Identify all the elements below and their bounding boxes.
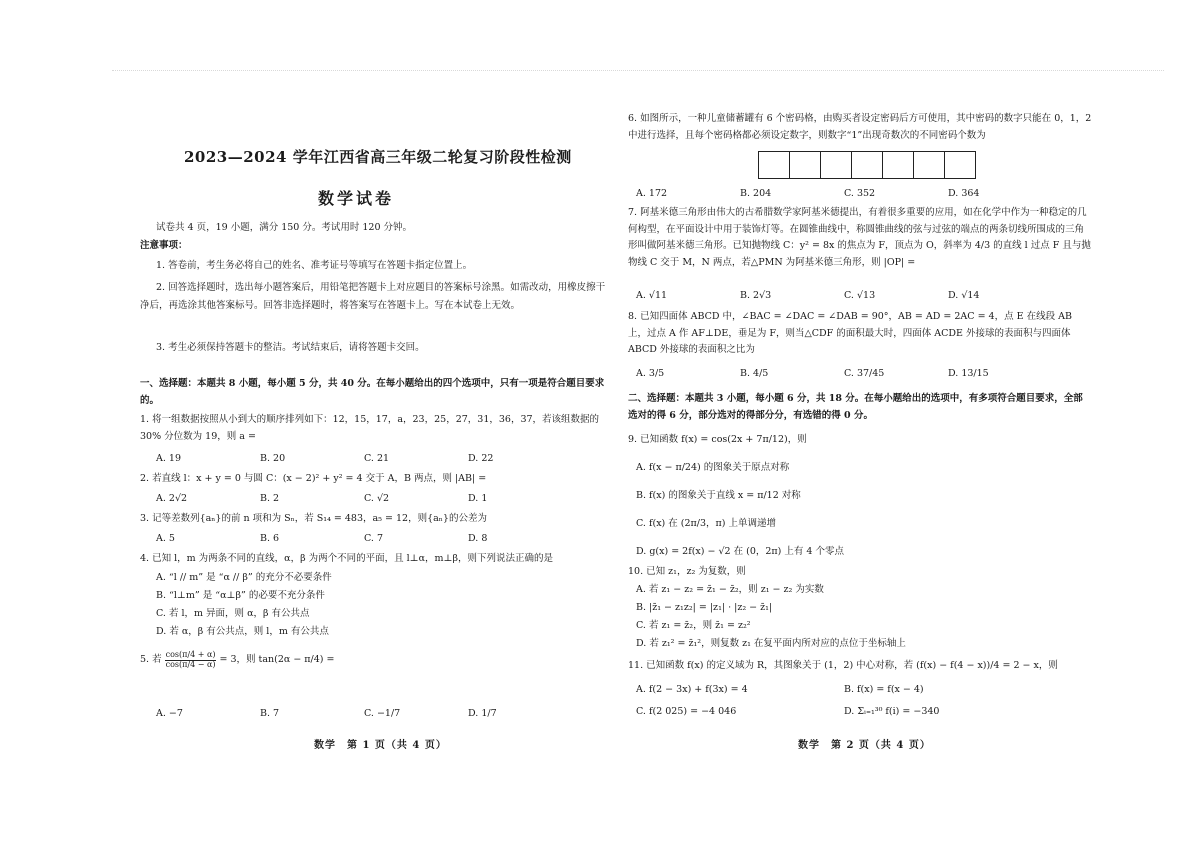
- q4-option-d: D. 若 α，β 有公共点，则 l，m 有公共点: [156, 626, 329, 637]
- q1-option-c: C. 21: [364, 453, 390, 464]
- q5-option-d: D. 1/7: [468, 708, 497, 719]
- q9-option-c: C. f(x) 在 (2π/3，π) 上单调递增: [636, 518, 777, 529]
- q2-options: [156, 492, 548, 506]
- password-box: [882, 151, 914, 179]
- q7-options: [636, 289, 1028, 303]
- q2-option-a: A. 2√2: [156, 493, 188, 504]
- exam-sheet: [112, 70, 1164, 801]
- q8-options: [636, 367, 1028, 381]
- question-1: 1. 将一组数据按照从小到大的顺序排列如下：12，15，17，a，23，25，27，31，36，37，若该组数据的 30% 分位数为 19，则 a =: [140, 414, 600, 442]
- question-7: 7. 阿基米德三角形由伟大的古希腊数学家阿基米德提出，有着很多重要的应用，如在化学中作为一种稳定的几何构型，在平面设计中用于装饰灯等。在圆锥曲线中，称圆锥曲线的弦与过弦的端点的两条切线所围成的三角形叫做阿基米德三角形。已知抛物线 C：y² = 8x 的焦点为 F，顶点为 O，斜率为 4/3 的直线 l 过点 F 且与抛物线 C 交于 M，N 两点，若△PMN 为阿基米德三角形，则 |OP| =: [628, 207, 1091, 268]
- q5-denominator: cos(π/4 − α): [165, 659, 216, 669]
- q9-option-d: D. g(x) = 2f(x) − √2 在 (0，2π) 上有 4 个零点: [636, 546, 844, 557]
- question-6: 6. 如图所示，一种儿童储蓄罐有 6 个密码格，由购买者设定密码后方可使用，其中密码的数字只能在 0，1，2 中进行选择，且每个密码格都必须设定数字，则数字“1”出现奇数次的不同密码个数为: [628, 113, 1092, 141]
- password-box: [789, 151, 821, 179]
- q5-options: [156, 707, 548, 721]
- question-10: 10. 已知 z₁，z₂ 为复数，则: [628, 566, 746, 577]
- question-2: 2. 若直线 l：x + y = 0 与圆 C：(x − 2)² + y² = 4 交于 A，B 两点，则 |AB| =: [140, 473, 487, 484]
- notes-heading: 注意事项：: [140, 240, 188, 251]
- question-5: [140, 651, 334, 670]
- q8-option-b: B. 4/5: [740, 368, 769, 379]
- question-3: 3. 记等差数列{aₙ}的前 n 项和为 Sₙ，若 S₁₄ = 483，a₅ = 12，则{aₙ}的公差为: [140, 513, 487, 524]
- q6-option-b: B. 204: [740, 188, 772, 199]
- q8-option-d: D. 13/15: [948, 368, 989, 379]
- question-8: 8. 已知四面体 ABCD 中，∠BAC = ∠DAC = ∠DAB = 90°，AB = AD = 2AC = 4，点 E 在线段 AB 上，过点 A 作 AF⊥DE，垂足为 F，则当△CDF 的面积最大时，四面体 ACDE 外接球的表面积与四面体 ABCD 外接球的表面积之比为: [628, 311, 1072, 356]
- q11-options-row1: [636, 683, 1044, 697]
- section-2-heading: 二、选择题：本题共 3 小题，每小题 6 分，共 18 分。在每小题给出的选项中，有多项符合题目要求，全部选对的得 6 分，部分选对的得部分分，有选错的得 0 分。: [628, 393, 1083, 421]
- q5-option-c: C. −1/7: [364, 708, 401, 719]
- q1-option-d: D. 22: [468, 453, 494, 464]
- q8-option-a: A. 3/5: [636, 368, 665, 379]
- q10-option-c: C. 若 z₁ = z̄₂，则 z̄₁ = z₂²: [636, 620, 751, 631]
- password-box: [944, 151, 976, 179]
- exam-title: 2023—2024 学年江西省高三年级二轮复习阶段性检测: [184, 148, 572, 166]
- question-11: 11. 已知函数 f(x) 的定义域为 R，其图象关于 (1，2) 中心对称，若 (f(x) − f(4 − x))/4 = 2 − x，则: [628, 660, 1058, 671]
- page-2: [628, 71, 1094, 801]
- page-1: [140, 71, 618, 801]
- q7-option-b: B. 2√3: [740, 290, 772, 301]
- q1-option-b: B. 20: [260, 453, 286, 464]
- q2-option-d: D. 1: [468, 493, 488, 504]
- q4-option-c: C. 若 l，m 异面，则 α，β 有公共点: [156, 608, 310, 619]
- q11-options-row2: [636, 705, 1044, 719]
- q11-option-d: D. Σᵢ₌₁³⁰ f(i) = −340: [844, 706, 940, 717]
- q1-option-a: A. 19: [156, 453, 181, 464]
- q9-option-b: B. f(x) 的图象关于直线 x = π/12 对称: [636, 490, 801, 501]
- note-3: 3. 考生必须保持答题卡的整洁。考试结束后，请将答题卡交回。: [156, 342, 425, 353]
- q5-prefix: 5. 若: [140, 654, 162, 666]
- q4-option-a: A. “l // m” 是 “α // β” 的充分不必要条件: [156, 572, 332, 583]
- page-1-footer: 数学 第 1 页（共 4 页）: [314, 740, 447, 751]
- q3-options: [156, 532, 548, 546]
- q2-option-b: B. 2: [260, 493, 280, 504]
- q5-fraction: [165, 651, 217, 670]
- q10-option-b: B. |z̄₁ − z₁z₂| = |z₁| · |z₂ − z̄₁|: [636, 602, 773, 613]
- section-1-heading: 一、选择题：本题共 8 小题，每小题 5 分，共 40 分。在每小题给出的四个选项中，只有一项是符合题目要求的。: [140, 378, 605, 406]
- q5-suffix: = 3，则 tan(2α − π/4) =: [219, 654, 335, 666]
- exam-subtitle: 数学试卷: [318, 189, 395, 208]
- exam-info: 试卷共 4 页，19 小题，满分 150 分。考试用时 120 分钟。: [156, 222, 413, 233]
- q10-option-d: D. 若 z₁² = z̄₁²，则复数 z₁ 在复平面内所对应的点位于坐标轴上: [636, 638, 906, 649]
- q8-option-c: C. 37/45: [844, 368, 885, 379]
- q5-numerator: cos(π/4 + α): [165, 650, 216, 659]
- q3-option-a: A. 5: [156, 533, 175, 544]
- q7-option-a: A. √11: [636, 290, 668, 301]
- note-1: 1. 答卷前，考生务必将自己的姓名、准考证号等填写在答题卡指定位置上。: [156, 260, 473, 271]
- password-box: [820, 151, 852, 179]
- q3-option-d: D. 8: [468, 533, 488, 544]
- q6-option-d: D. 364: [948, 188, 980, 199]
- password-box: [758, 151, 790, 179]
- q3-option-c: C. 7: [364, 533, 384, 544]
- q4-option-b: B. “l⊥m” 是 “α⊥β” 的必要不充分条件: [156, 590, 325, 601]
- q2-option-c: C. √2: [364, 493, 390, 504]
- q1-options: [156, 452, 548, 466]
- q5-option-a: A. −7: [156, 708, 183, 719]
- q6-option-a: A. 172: [636, 188, 668, 199]
- q3-option-b: B. 6: [260, 533, 280, 544]
- note-2: 2. 回答选择题时，选出每小题答案后，用铅笔把答题卡上对应题目的答案标号涂黑。如需改动，用橡皮擦干净后，再选涂其他答案标号。回答非选择题时，将答案写在答题卡上。写在本试卷上无效。: [140, 282, 606, 312]
- q6-options: [636, 187, 1028, 201]
- q10-option-a: A. 若 z₁ − z₂ = z̄₁ − z̄₂，则 z₁ − z₂ 为实数: [636, 584, 824, 595]
- q11-option-a: A. f(2 − 3x) + f(3x) = 4: [636, 684, 748, 695]
- question-9: 9. 已知函数 f(x) = cos(2x + 7π/12)，则: [628, 434, 807, 445]
- question-4: 4. 已知 l，m 为两条不同的直线，α，β 为两个不同的平面，且 l⊥α，m⊥β，则下列说法正确的是: [140, 553, 553, 564]
- password-boxes: [758, 151, 975, 179]
- q11-option-b: B. f(x) = f(x − 4): [844, 684, 924, 695]
- q7-option-c: C. √13: [844, 290, 876, 301]
- q9-option-a: A. f(x − π/24) 的图象关于原点对称: [636, 462, 790, 473]
- q6-option-c: C. 352: [844, 188, 876, 199]
- q11-option-c: C. f(2 025) = −4 046: [636, 706, 737, 717]
- q7-option-d: D. √14: [948, 290, 980, 301]
- password-box: [851, 151, 883, 179]
- q5-option-b: B. 7: [260, 708, 280, 719]
- password-box: [913, 151, 945, 179]
- page-2-footer: 数学 第 2 页（共 4 页）: [798, 740, 931, 751]
